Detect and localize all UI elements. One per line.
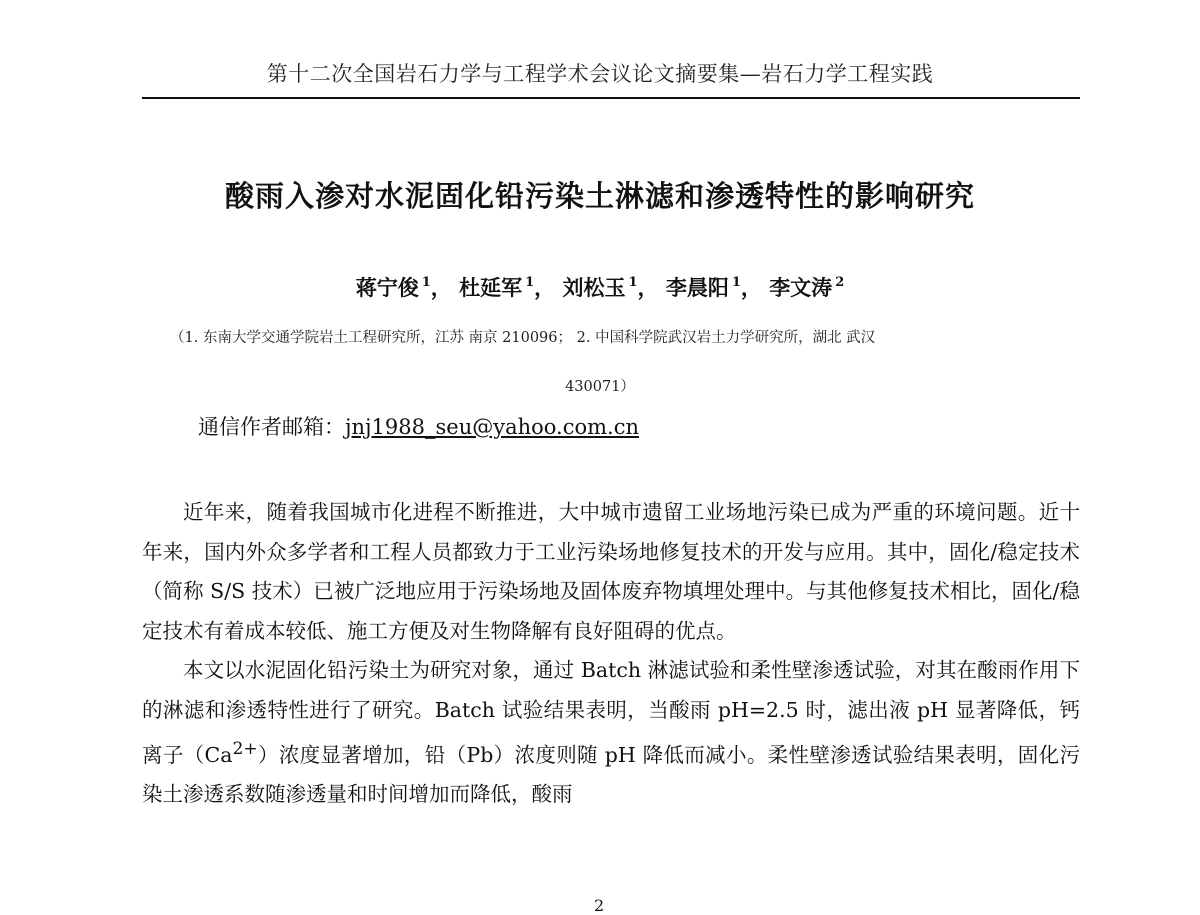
author-separator: ，: [534, 275, 556, 300]
body-paragraph: [142, 651, 1080, 815]
author-separator: ，: [740, 275, 762, 300]
author: [666, 275, 762, 300]
body-paragraph: 近年来，随着我国城市化进程不断推进，大中城市遗留工业场地污染已成为严重的环境问题。近十年来，国内外众多学者和工程人员都致力于工业污染场地修复技术的开发与应用。其中，固化/稳定技术（简称 S/S 技术）已被广泛地应用于污染场地及固体废弃物填埋处理中。与其他修复技术相比，固化/稳定技术有着成本较低、施工方便及对生物降解有良好阻碍的优点。: [142, 500, 1080, 643]
ion-charge-superscript: 2+: [232, 739, 258, 759]
author-name: 李晨阳: [665, 275, 729, 300]
author-affiliation-mark: 1: [731, 275, 741, 290]
author-name: 李文涛: [769, 275, 833, 300]
page-number: 2: [594, 896, 605, 915]
author-name: 蒋宁俊: [355, 275, 419, 300]
abstract-body: [142, 493, 1080, 815]
author: [356, 275, 452, 300]
author-separator: ，: [637, 275, 659, 300]
author-affiliation-mark: 1: [525, 275, 535, 290]
running-header: 第十二次全国岩石力学与工程学术会议论文摘要集—岩石力学工程实践: [266, 62, 934, 86]
header-rule: [142, 97, 1080, 99]
email-label: 通信作者邮箱：: [198, 415, 345, 439]
email-link[interactable]: jnj1988_seu@yahoo.com.cn: [345, 415, 639, 439]
author-name: 刘松玉: [562, 275, 626, 300]
author-affiliation-mark: 1: [421, 275, 431, 290]
paragraph-text: 本文以水泥固化铅污染土为研究对象，通过 Batch 淋滤试验和柔性壁渗透试验，对其在酸雨作用下的淋滤和渗透特性进行了研究。Batch 试验结果表明，当酸雨 pH=2.5 时，滤出液 pH 显著降低，钙离子（Ca: [142, 658, 1080, 767]
author-separator: ，: [430, 275, 452, 300]
corresponding-email: [198, 411, 639, 441]
author: [769, 275, 844, 300]
paper-title: 酸雨入渗对水泥固化铅污染土淋滤和渗透特性的影响研究: [224, 179, 975, 213]
author-affiliation-mark: 1: [628, 275, 638, 290]
affiliations: （1. 东南大学交通学院岩土工程研究所，江苏 南京 210096； 2. 中国科学院武汉岩土力学研究所，湖北 武汉: [170, 330, 876, 346]
author: [562, 275, 658, 300]
author-name: 杜延军: [459, 275, 523, 300]
paragraph-text: ）浓度显著增加，铅（Pb）浓度则随 pH 降低而减小。柔性壁渗透试验结果表明，固化污染土渗透系数随渗透量和时间增加而降低，酸雨: [142, 742, 1080, 807]
author-affiliation-mark: 2: [835, 275, 845, 290]
author-list: [0, 272, 1200, 302]
affiliations-continued: 430071）: [565, 379, 635, 395]
author: [459, 275, 555, 300]
